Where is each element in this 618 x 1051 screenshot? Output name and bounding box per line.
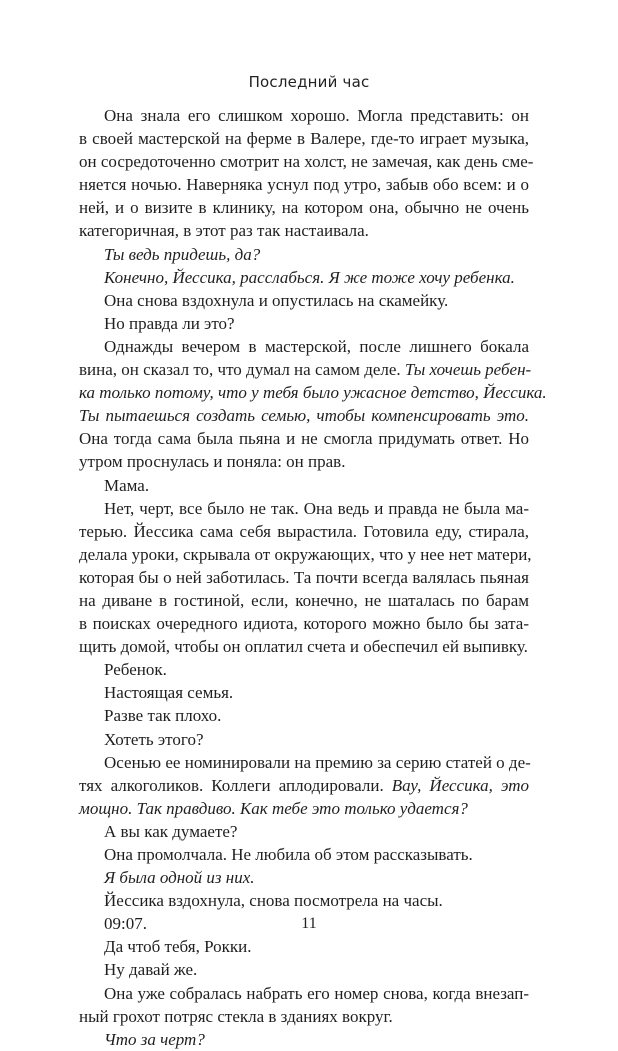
paragraph: Ну давай же. (104, 960, 198, 980)
paragraph (79, 497, 532, 659)
text-line (79, 358, 532, 381)
paragraph: Хотеть этого? (104, 729, 204, 749)
text-line: мощно. Так правдиво. Как тебе это только удается? (79, 798, 468, 818)
text-run: тях алкоголиков. Коллеги аплодировали. (79, 775, 392, 795)
paragraph: Разве так плохо. (104, 706, 222, 726)
text-line: он сосредоточенно смотрит на холст, не замечая, как день сме- (79, 152, 534, 172)
text-line: ка только потому, что у тебя было ужасное детство, Йессика. (79, 383, 547, 403)
text-line: Она тогда сама была пьяна и не смогла придумать ответ. Но (79, 429, 529, 449)
text-line: делала уроки, скрывала от окружающих, что у нее нет матери, (79, 544, 532, 564)
text-line: Ты пытаешься создать семью, чтобы компенсировать это. (79, 406, 529, 426)
paragraph: Мама. (104, 475, 150, 495)
text-line: на диване в гостиной, если, конечно, не шаталась по барам (79, 590, 529, 610)
text-line (79, 774, 529, 797)
paragraph (79, 335, 547, 474)
text-line: ный грохот потряс стекла в зданиях вокруг. (79, 1006, 393, 1026)
text-line: в поисках очередного идиота, которого можно было бы зата- (79, 614, 529, 634)
paragraph-thought: Я была одной из них. (104, 868, 255, 888)
text-line: Нет, черт, все было не так. Она ведь и правда не была ма- (104, 498, 529, 518)
text-line: которая бы о ней заботилась. Та почти всегда валялась пьяная (79, 567, 529, 587)
text-line: Осенью ее номинировали на премию за серию статей о де- (104, 752, 531, 772)
paragraph-dialogue: Ты ведь придешь, да? (104, 244, 261, 264)
text-line: в своей мастерской на ферме в Валере, где-то играет музыка, (79, 129, 529, 149)
italic-run: Вау, Йессика, это (391, 775, 529, 795)
paragraph: Ребенок. (104, 660, 167, 680)
paragraph (79, 104, 534, 243)
text-run: вина, он сказал то, что думал на самом деле. (79, 360, 405, 380)
paragraph-thought: Что за черт? (104, 1029, 205, 1049)
paragraph-time: 09:07. (104, 914, 147, 934)
paragraph: Настоящая семья. (104, 683, 234, 703)
paragraph (79, 751, 529, 820)
text-line: категоричная, в этот раз так настаивала. (79, 221, 369, 241)
paragraph: Йессика вздохнула, снова посмотрела на часы. (104, 891, 443, 911)
text-line: Она уже собралась набрать его номер снова, когда внезап- (104, 983, 529, 1003)
body-text (79, 104, 547, 1051)
text-line: щить домой, чтобы он оплатил счета и обеспечил ей выпивку. (79, 637, 528, 657)
paragraph: Да чтоб тебя, Рокки. (104, 937, 252, 957)
text-line: Однажды вечером в мастерской, после лишнего бокала (104, 336, 529, 356)
paragraph: А вы как думаете? (104, 821, 238, 841)
paragraph: Она снова вздохнула и опустилась на скамейку. (104, 290, 449, 310)
running-head: Последний час (248, 73, 370, 91)
text-line: терью. Йессика сама себя вырастила. Готовила еду, стирала, (79, 521, 529, 541)
paragraph (79, 982, 529, 1028)
text-line: ней, и о визите в клинику, на котором она, обычно не очень (79, 198, 529, 218)
italic-run: Ты хочешь ребен- (404, 360, 532, 380)
paragraph-dialogue: Конечно, Йессика, расслабься. Я же тоже хочу ребенка. (104, 267, 515, 287)
text-line: няется ночью. Наверняка уснул под утро, забыв обо всем: и о (79, 175, 529, 195)
paragraph: Она промолчала. Не любила об этом рассказывать. (104, 845, 473, 864)
page-number: 11 (301, 915, 317, 932)
paragraph: Но правда ли это? (104, 313, 235, 333)
text-line: Она знала его слишком хорошо. Могла представить: он (104, 106, 529, 125)
text-line: утром проснулась и поняла: он прав. (79, 452, 346, 472)
